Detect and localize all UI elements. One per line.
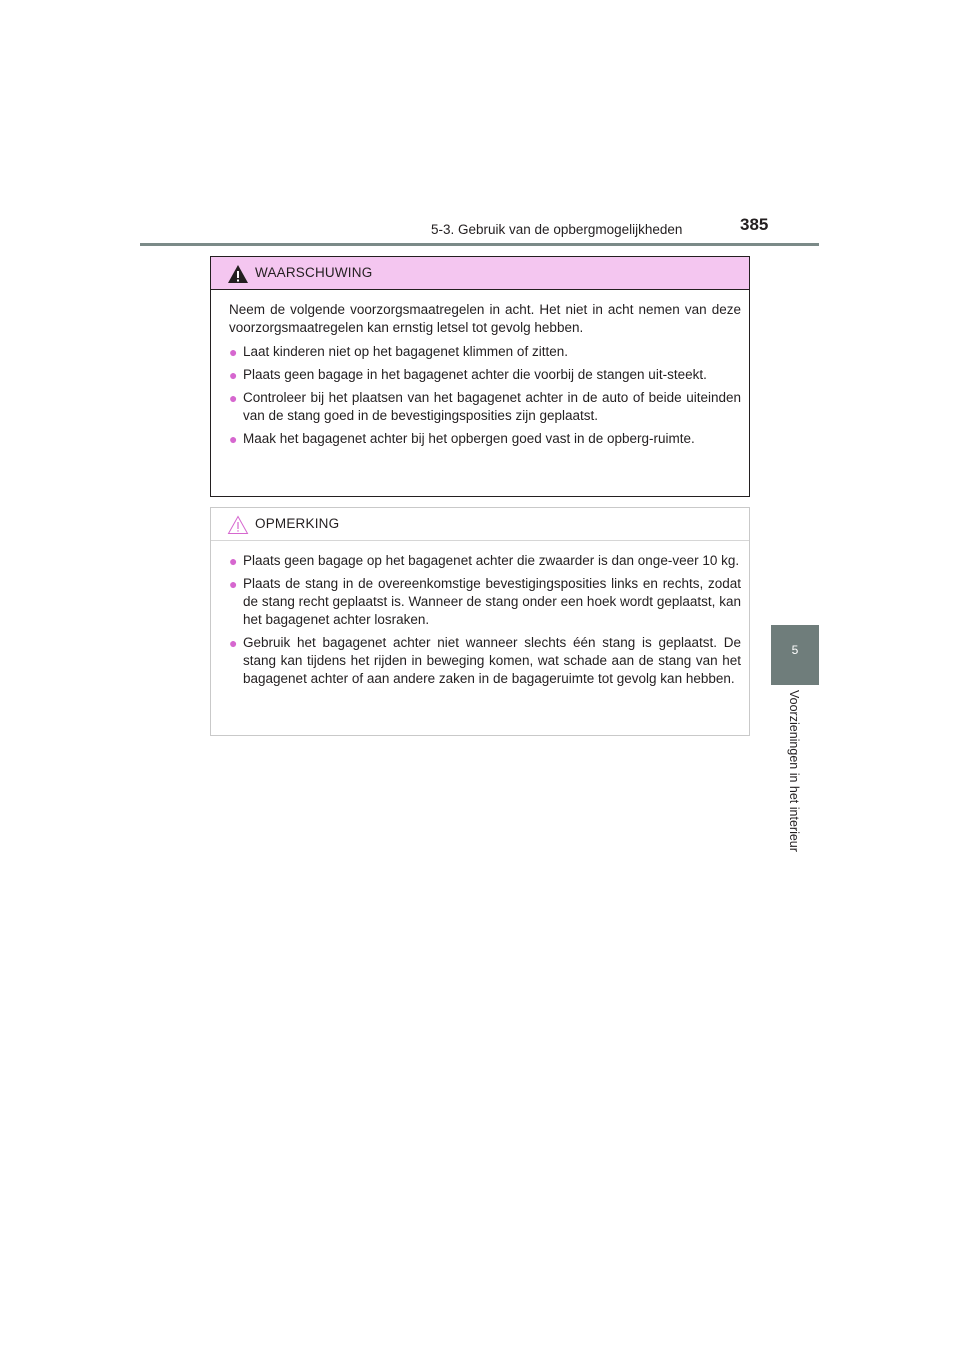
note-item-text: Plaats de stang in de overeenkomstige bevestigingsposities links en rechts, zodat de stang recht geplaatst is. Wanneer de stang onder een hoek wordt geplaatst, kan het bagagenet achter losraken.: [243, 576, 741, 627]
bullet-icon: ●: [229, 576, 238, 592]
chapter-tab: [771, 625, 819, 685]
note-header: [211, 508, 749, 541]
caution-outline-triangle-icon: [227, 515, 249, 535]
bullet-icon: ●: [229, 553, 238, 569]
bullet-icon: ●: [229, 344, 238, 360]
chapter-number: 5: [791, 643, 799, 657]
note-item: [229, 552, 741, 570]
warning-box: [210, 256, 750, 497]
warning-item-text: Laat kinderen niet op het bagagenet klimmen of zitten.: [243, 344, 568, 359]
header-divider: [140, 243, 819, 246]
warning-item: [229, 389, 741, 425]
warning-header: [211, 257, 749, 290]
warning-triangle-icon: [227, 264, 249, 284]
note-box: [210, 507, 750, 736]
warning-item-text: Maak het bagagenet achter bij het opbergen goed vast in de opberg-ruimte.: [243, 431, 695, 446]
warning-title: WAARSCHUWING: [255, 265, 373, 280]
note-item: [229, 634, 741, 688]
note-title: OPMERKING: [255, 516, 340, 531]
warning-item-text: Plaats geen bagage in het bagagenet achter die voorbij de stangen uit-steekt.: [243, 367, 707, 382]
warning-item: [229, 430, 741, 448]
bullet-icon: ●: [229, 635, 238, 651]
warning-intro: Neem de volgende voorzorgsmaatregelen in acht. Het niet in acht nemen van deze voorzorgsmaatregelen kan ernstig letsel tot gevolg hebben.: [229, 302, 741, 335]
warning-item: [229, 366, 741, 384]
chapter-title: Voorzieningen in het interieur: [787, 690, 801, 852]
bullet-icon: ●: [229, 431, 238, 447]
note-item: [229, 575, 741, 629]
section-title: 5-3. Gebruik van de opbergmogelijkheden: [431, 222, 683, 237]
bullet-icon: ●: [229, 390, 238, 406]
warning-body: [211, 290, 749, 448]
note-item-text: Gebruik het bagagenet achter niet wanneer slechts één stang is geplaatst. De stang kan tijdens het rijden in beweging komen, wat schade aan de stang van het bagagenet achter of aan andere zaken in de bagageruimte tot gevolg kan hebben.: [243, 635, 741, 686]
warning-item: [229, 343, 741, 361]
note-body: [211, 541, 749, 688]
note-item-text: Plaats geen bagage op het bagagenet achter die zwaarder is dan onge-veer 10 kg.: [243, 553, 740, 568]
bullet-icon: ●: [229, 367, 238, 383]
page-number: 385: [740, 215, 769, 234]
warning-item-text: Controleer bij het plaatsen van het bagagenet achter in de auto of beide uiteinden van de stang goed in de bevestigingsposities zijn geplaatst.: [243, 390, 741, 423]
